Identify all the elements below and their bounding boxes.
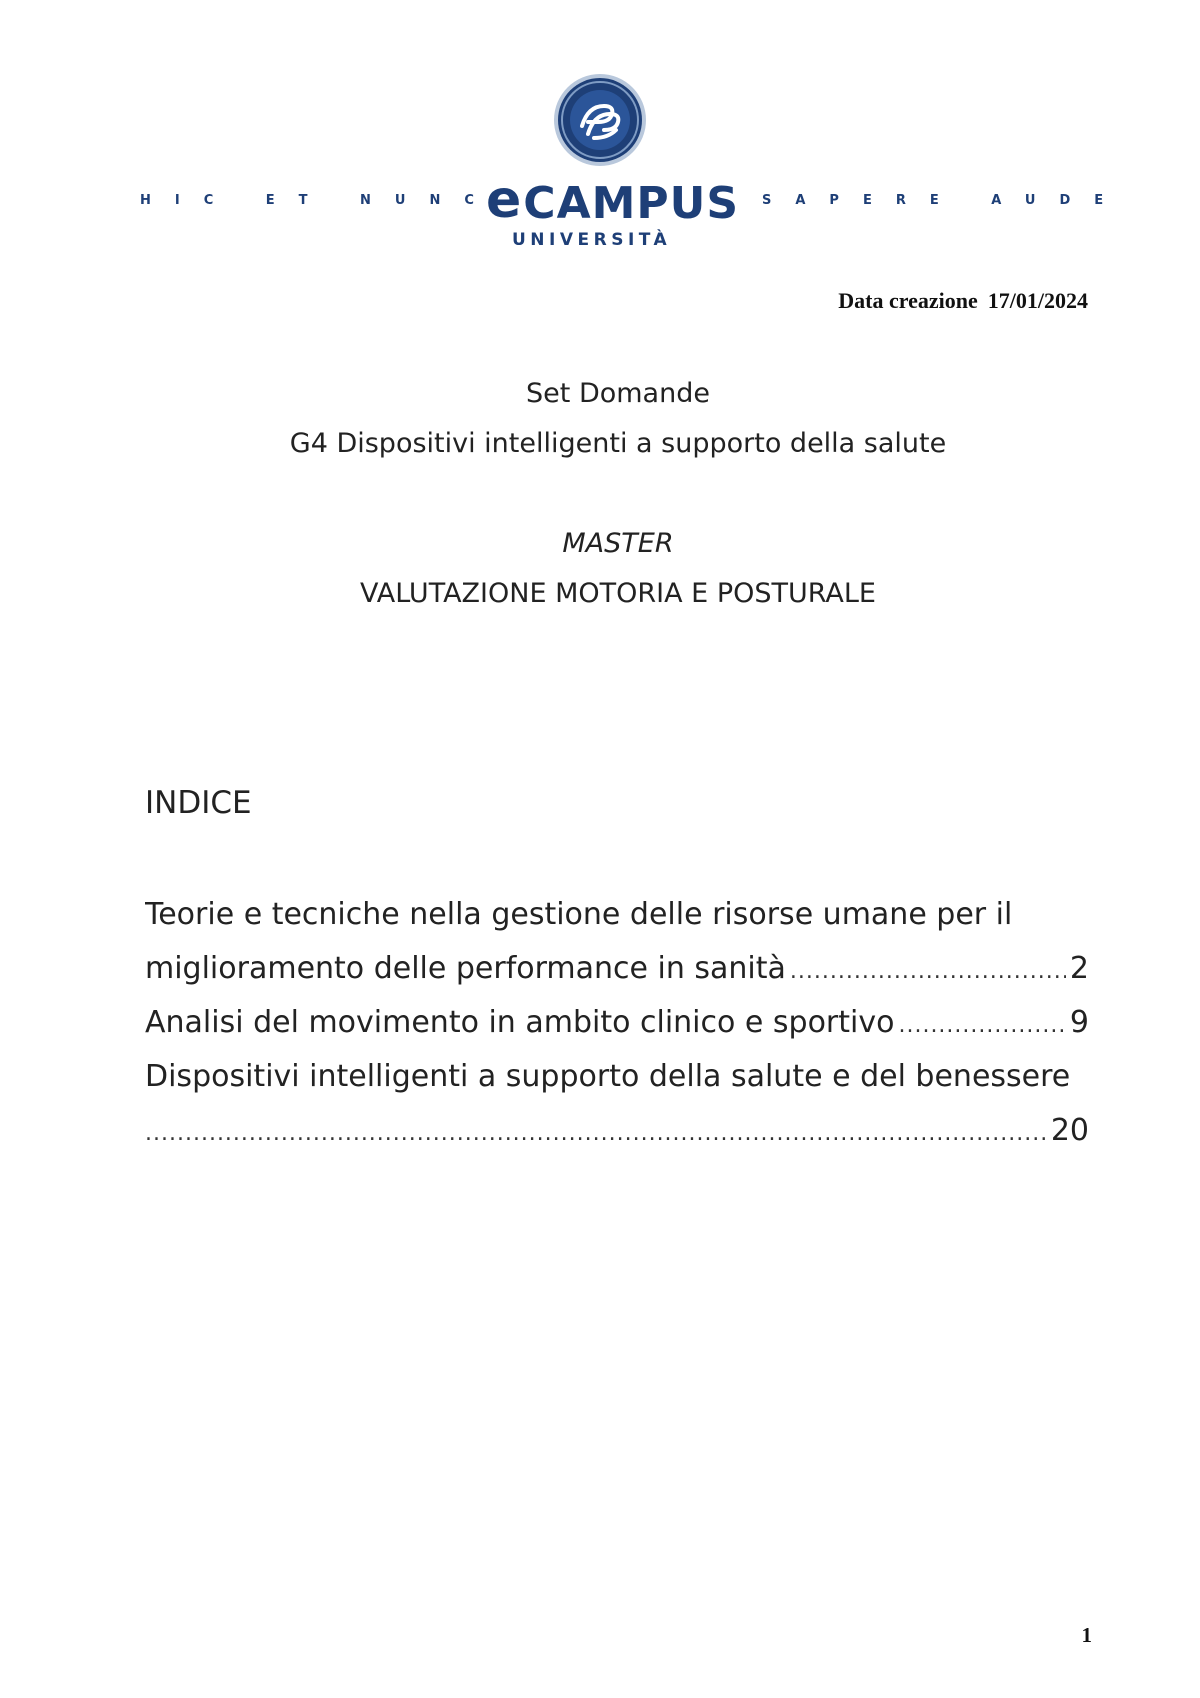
creation-date: [838, 288, 1088, 314]
ecampus-logo: [480, 72, 740, 252]
toc-entry-2-page: 9: [1069, 1005, 1089, 1040]
toc-leader-dots: [790, 945, 1066, 996]
toc-entry-3-line-1[interactable]: [145, 1050, 1089, 1104]
date-value: 17/01/2024: [987, 288, 1088, 313]
doc-title-line-4: VALUTAZIONE MOTORIA E POSTURALE: [360, 578, 876, 609]
toc-entry-1-title-part1: Teorie e tecniche nella gestione delle risorse umane per il: [145, 897, 1013, 932]
ecampus-emblem-icon: [552, 72, 648, 168]
toc-leader-dots: [898, 999, 1065, 1050]
doc-title-line-3: MASTER: [562, 528, 674, 559]
toc-entry-2[interactable]: [145, 996, 1089, 1050]
motto-right: SAPERE AUDE: [762, 193, 1128, 208]
logo-subtitle: UNIVERSITÀ: [512, 230, 672, 250]
logo-wordmark: [486, 170, 740, 230]
logo-wordmark-e: e: [486, 170, 523, 230]
toc-entry-1-page: 2: [1069, 951, 1089, 986]
toc-entry-3-page: 20: [1050, 1113, 1089, 1148]
toc-entry-3-line-2[interactable]: [145, 1104, 1089, 1158]
toc-entry-1-title-part2: miglioramento delle performance in sanità: [145, 951, 786, 986]
index-heading: INDICE: [145, 785, 252, 821]
toc-entry-2-title: Analisi del movimento in ambito clinico e sportivo: [145, 1005, 895, 1040]
doc-title-line-1: Set Domande: [526, 378, 710, 409]
toc-entry-1-line-2[interactable]: [145, 942, 1089, 996]
page-number: 1: [1081, 1623, 1092, 1647]
motto-left: HIC ET NUNC: [140, 193, 498, 208]
toc-entry-3-title: Dispositivi intelligenti a supporto della salute e del benessere: [145, 1059, 1071, 1094]
doc-title-line-2: G4 Dispositivi intelligenti a supporto della salute: [289, 428, 947, 459]
table-of-contents: [145, 888, 1089, 1158]
toc-leader-dots: [145, 1107, 1047, 1158]
toc-entry-1-line-1[interactable]: [145, 888, 1089, 942]
date-label: Data creazione: [838, 288, 978, 313]
logo-wordmark-campus: CAMPUS: [523, 178, 740, 229]
